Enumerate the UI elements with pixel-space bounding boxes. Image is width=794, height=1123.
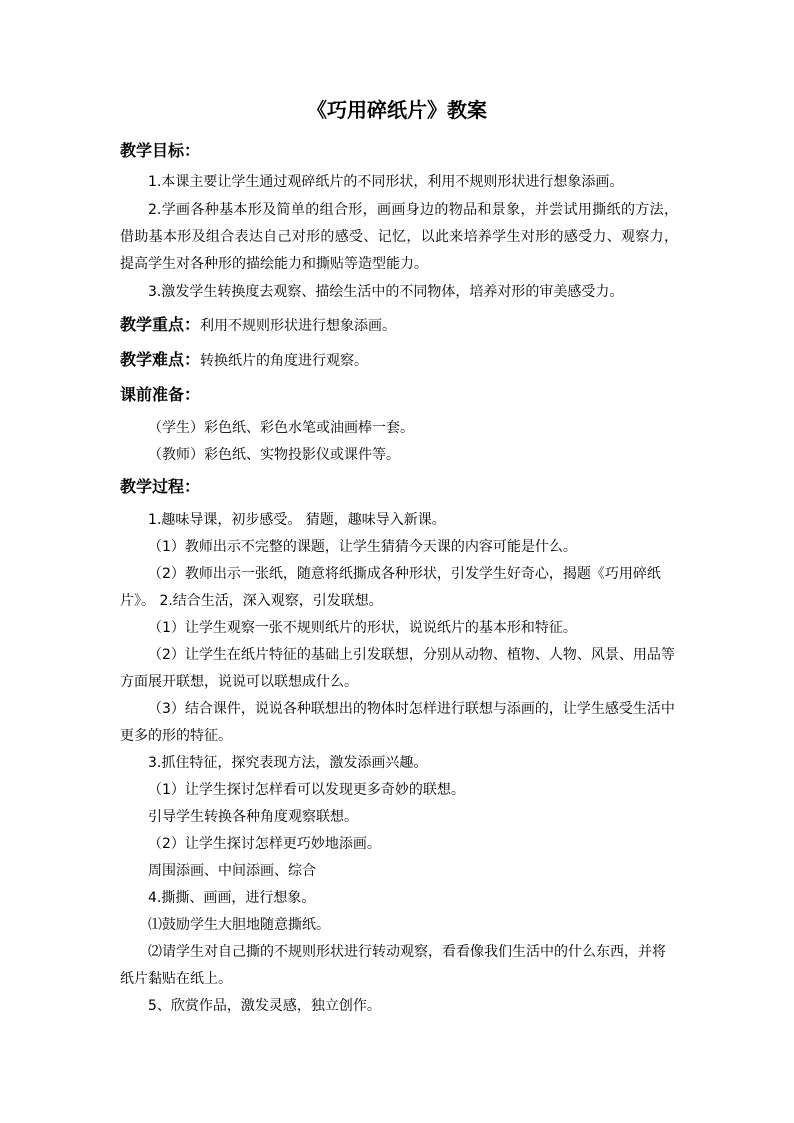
preparation-item-teacher: （教师）彩色纸、实物投影仪或课件等。 [148, 447, 400, 463]
process-line: （1）教师出示不完整的课题，让学生猜猜今天课的内容可能是什么。 [148, 539, 577, 555]
process-line: （3）结合课件，说说各种联想出的物体时怎样进行联想与添画的，让学生感受生活中 [148, 701, 675, 717]
process-line: 1.趣味导课，初步感受。 猜题，趣味导入新课。 [148, 512, 446, 528]
difficulty-text: 转换纸片的角度进行观察。 [200, 353, 369, 369]
process-line: 4.撕撕、画画，进行想象。 [148, 890, 316, 906]
difficulty-row [120, 349, 368, 372]
preparation-item-students: （学生）彩色纸、彩色水笔或油画棒一套。 [148, 420, 414, 436]
objective-item-1: 1.本课主要让学生通过观碎纸片的不同形状，利用不规则形状进行想象添画。 [148, 174, 624, 190]
key-point-row [120, 314, 396, 337]
process-line: 引导学生转换各种角度观察联想。 [148, 809, 358, 825]
difficulty-heading: 教学难点： [120, 350, 201, 369]
objective-item-3: 3.激发学生转换度去观察、描绘生活中的不同物体，培养对形的审美感受力。 [148, 284, 624, 300]
preparation-heading: 课前准备： [120, 385, 201, 404]
process-line: （2）让学生探讨怎样更巧妙地添画。 [148, 836, 381, 852]
process-line: ⑵请学生对自己撕的不规则形状进行转动观察，看看像我们生活中的什么东西，并将 [148, 944, 666, 960]
process-line: 3.抓住特征，探究表现方法，激发添画兴趣。 [148, 755, 428, 771]
process-line: 更多的形的特征。 [120, 728, 232, 744]
document-title: 《巧用碎纸片》教案 [307, 98, 487, 122]
process-line: 周围添画、中间添画、综合 [148, 863, 316, 879]
process-line: （2）让学生在纸片特征的基础上引发联想，分别从动物、植物、人物、风景、用品等 [148, 647, 675, 663]
key-point-text: 利用不规则形状进行想象添画。 [200, 318, 397, 334]
process-line: 纸片黏贴在纸上。 [120, 971, 232, 987]
process-heading: 教学过程： [120, 477, 201, 496]
key-point-heading: 教学重点： [120, 315, 201, 334]
process-line: （1）让学生观察一张不规则纸片的形状，说说纸片的基本形和特征。 [148, 620, 577, 636]
process-line: ⑴鼓励学生大胆地随意撕纸。 [148, 917, 330, 933]
process-line: 片》。 2.结合生活，深入观察，引发联想。 [120, 593, 383, 609]
process-line: 5、欣赏作品，激发灵感，独立创作。 [148, 998, 381, 1014]
objectives-heading: 教学目标： [120, 141, 201, 160]
process-line: （2）教师出示一张纸，随意将纸撕成各种形状，引发学生好奇心，揭题《巧用碎纸 [148, 566, 661, 582]
objective-item-2: 2.学画各种基本形及简单的组合形，画画身边的物品和景象，并尝试用撕纸的方法，借助基本形及组合表达自己对形的感受、记忆，以此来培养学生对形的感受力、观察力，提高学生对各种形的描绘能力和撕贴等造型能力。 [120, 202, 678, 272]
process-line: （1）让学生探讨怎样看可以发现更多奇妙的联想。 [148, 782, 465, 798]
process-line: 方面展开联想，说说可以联想成什么。 [120, 674, 358, 690]
